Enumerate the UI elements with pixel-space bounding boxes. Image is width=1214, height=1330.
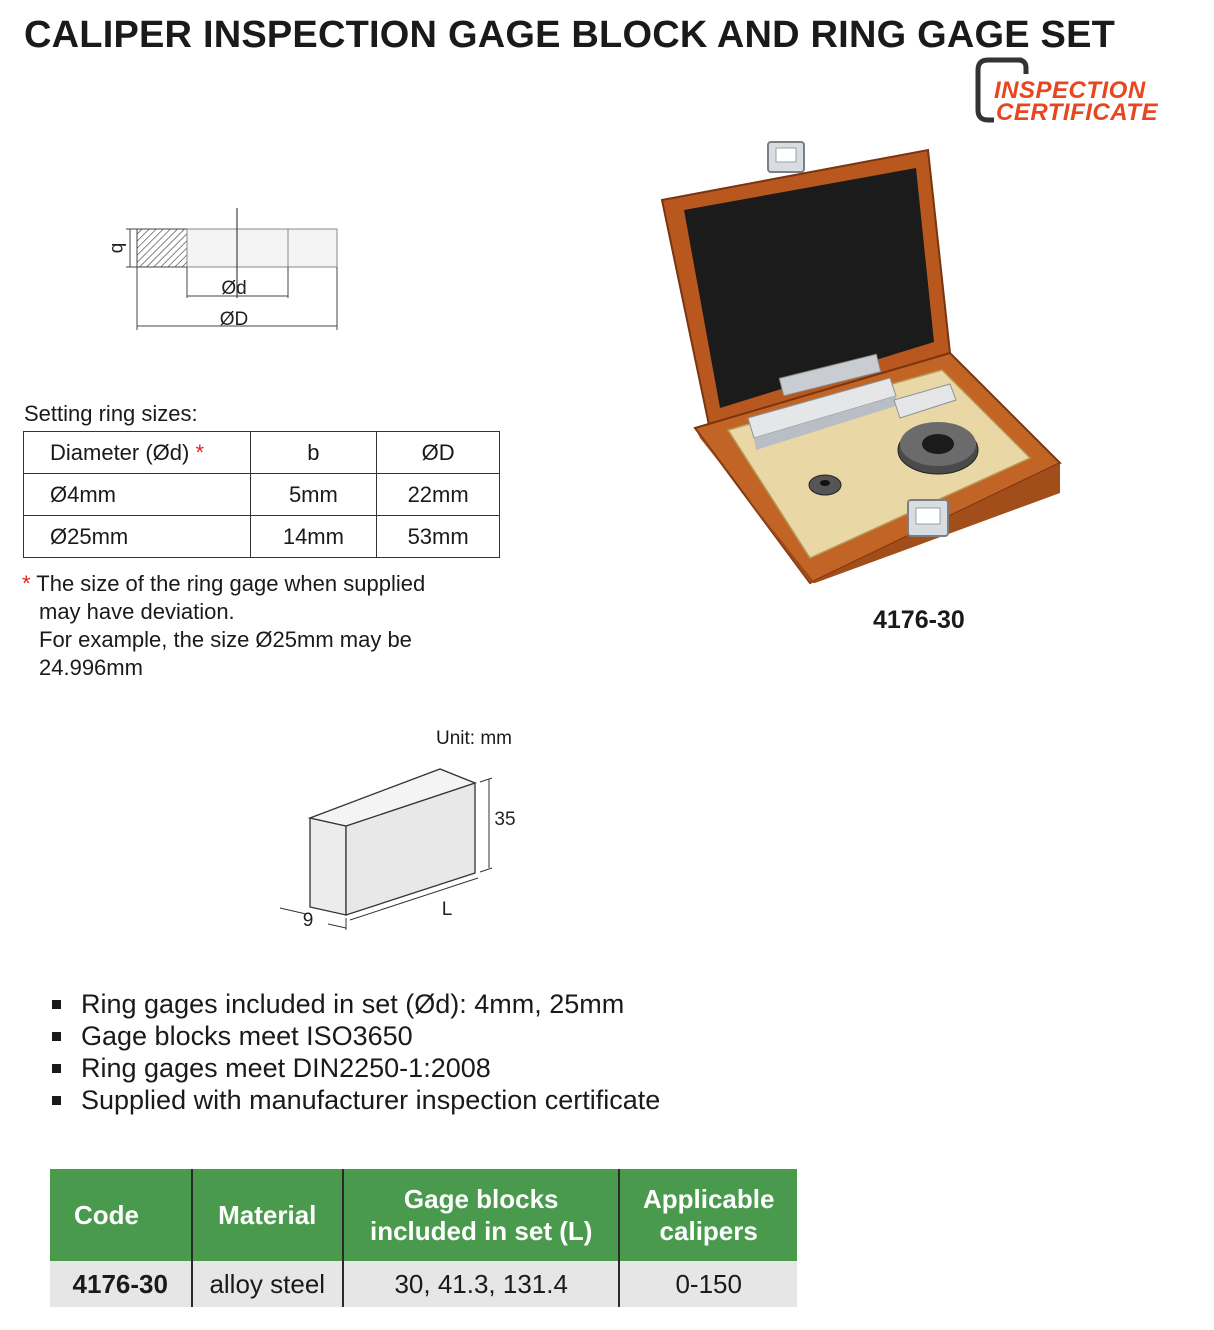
list-item: Ring gages meet DIN2250-1:2008 <box>52 1052 660 1084</box>
list-item: Ring gages included in set (Ød): 4mm, 25mm <box>52 988 660 1020</box>
spec-table <box>50 1169 797 1307</box>
ring-sizes-caption: Setting ring sizes: <box>24 401 198 426</box>
dim-b-label: b <box>107 242 128 254</box>
bullet-icon <box>52 1032 61 1041</box>
header-gage-blocks: Gage blocks included in set (L) <box>343 1169 619 1261</box>
header-code: Code <box>50 1169 192 1261</box>
ring-cross-section-diagram <box>100 200 360 340</box>
feature-list <box>52 988 660 1116</box>
dim-D-label: ØD <box>219 309 249 330</box>
table-row <box>24 516 500 558</box>
cell: 14mm <box>250 516 377 558</box>
inspection-certificate-badge <box>972 54 1192 126</box>
header-D: ØD <box>377 432 500 474</box>
table-header-row <box>24 432 500 474</box>
list-item: Gage blocks meet ISO3650 <box>52 1020 660 1052</box>
bullet-icon <box>52 1064 61 1073</box>
cell: Ø25mm <box>24 516 251 558</box>
product-code-caption: 4176-30 <box>873 606 965 634</box>
gage-block-diagram <box>270 760 530 940</box>
asterisk-icon: * <box>22 571 31 596</box>
badge-line-1: INSPECTION <box>994 77 1146 104</box>
cell: Ø4mm <box>24 474 251 516</box>
dim-length-label: L <box>441 899 453 920</box>
cell-calipers: 0-150 <box>619 1261 797 1307</box>
cell-material: alloy steel <box>192 1261 344 1307</box>
page-title: CALIPER INSPECTION GAGE BLOCK AND RING GAGE SET <box>24 14 1116 56</box>
header-diameter: Diameter (Ød) * <box>24 432 251 474</box>
header-calipers: Applicable calipers <box>619 1169 797 1261</box>
cell-gage-blocks: 30, 41.3, 131.4 <box>343 1261 619 1307</box>
header-material: Material <box>192 1169 344 1261</box>
cell: 22mm <box>377 474 500 516</box>
table-header-row <box>50 1169 797 1261</box>
deviation-note: * The size of the ring gage when supplied may have deviation. For example, the size Ø25mm may be 24.996mm <box>22 571 426 680</box>
dim-height-label: 35 <box>494 809 516 830</box>
bullet-icon <box>52 1000 61 1009</box>
asterisk-icon: * <box>195 439 205 465</box>
unit-label: Unit: mm <box>436 728 512 749</box>
product-case-image <box>650 138 1070 588</box>
dim-d-label: Ød <box>221 278 247 299</box>
cell: 53mm <box>377 516 500 558</box>
dim-width-label: 9 <box>302 910 314 931</box>
cell: 5mm <box>250 474 377 516</box>
bullet-icon <box>52 1096 61 1105</box>
badge-line-2: CERTIFICATE <box>996 99 1158 126</box>
header-b: b <box>250 432 377 474</box>
table-row <box>24 474 500 516</box>
ring-sizes-table <box>23 431 500 558</box>
list-item: Supplied with manufacturer inspection certificate <box>52 1084 660 1116</box>
table-row <box>50 1261 797 1307</box>
cell-code: 4176-30 <box>50 1261 192 1307</box>
